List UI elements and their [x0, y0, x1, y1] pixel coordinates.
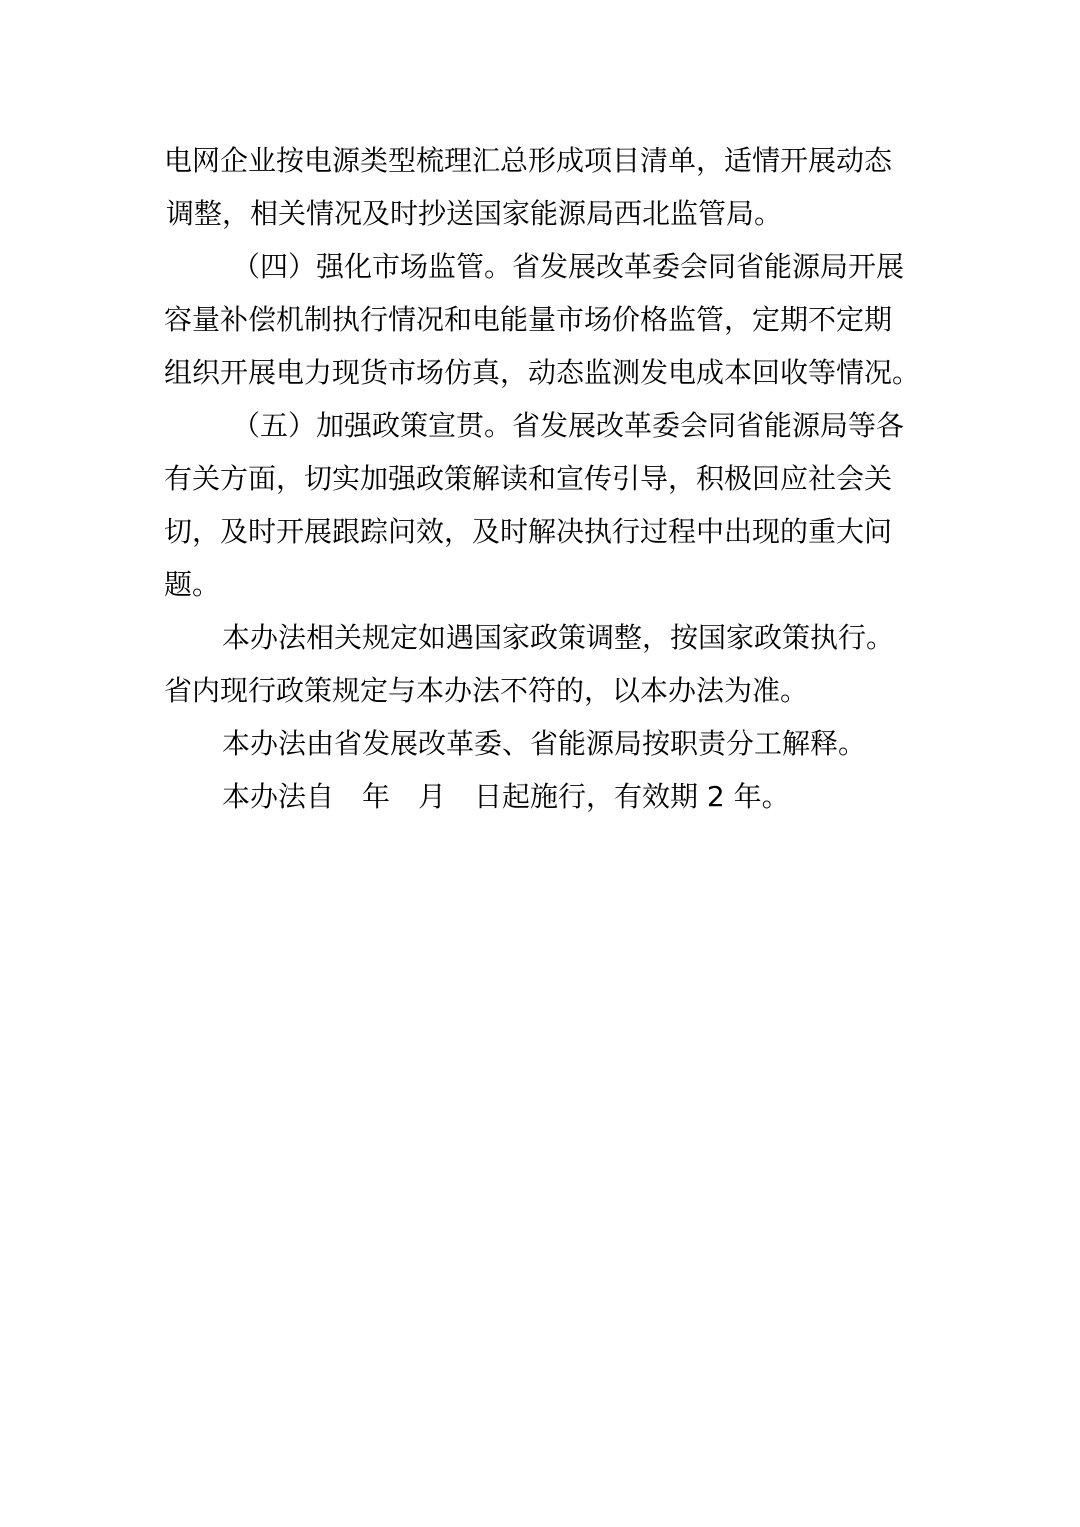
paragraph-line: 题。 [164, 568, 221, 601]
paragraph-line: 本办法自 年 月 日起施行，有效期 2 年。 [222, 780, 790, 813]
paragraph-line: 容量补偿机制执行情况和电能量市场价格监管，定期不定期 [164, 303, 893, 336]
section-heading-line: （五）加强政策宣贯。省发展改革委会同省能源局等各 [232, 409, 905, 442]
paragraph-line: 省内现行政策规定与本办法不符的，以本办法为准。 [164, 674, 809, 707]
paragraph-line: 电网企业按电源类型梳理汇总形成项目清单，适情开展动态 [164, 144, 893, 177]
paragraph-line: 切，及时开展跟踪问效，及时解决执行过程中出现的重大问 [164, 515, 893, 548]
paragraph-line: 组织开展电力现货市场仿真，动态监测发电成本回收等情况。 [164, 356, 921, 389]
paragraph-line: 有关方面，切实加强政策解读和宣传引导，积极回应社会关 [164, 462, 893, 495]
section-heading-line: （四）强化市场监管。省发展改革委会同省能源局开展 [232, 250, 905, 283]
paragraph-line: 本办法由省发展改革委、省能源局按职责分工解释。 [222, 727, 867, 760]
paragraph-line: 调整，相关情况及时抄送国家能源局西北监管局。 [166, 197, 783, 230]
paragraph-line: 本办法相关规定如遇国家政策调整，按国家政策执行。 [222, 621, 895, 654]
document-body [164, 134, 920, 823]
